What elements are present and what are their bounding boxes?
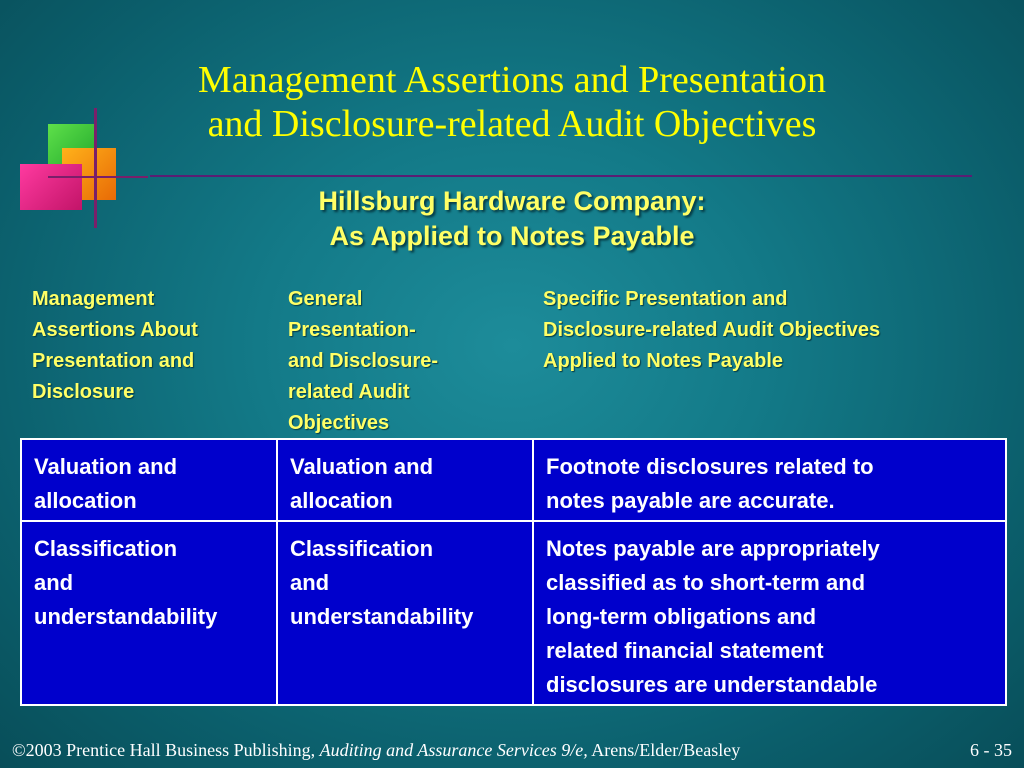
column-header-line: and Disclosure-	[288, 350, 439, 372]
column-header-line: Specific Presentation and	[543, 288, 788, 310]
table-cell-assertion	[21, 521, 277, 705]
cell-line: Footnote disclosures related to	[546, 454, 874, 479]
column-header-line: Assertions About	[32, 319, 198, 341]
column-header-general-objectives	[288, 284, 438, 439]
title-line-1: Management Assertions and Presentation	[198, 59, 826, 101]
cell-line: classified as to short-term and	[546, 570, 866, 595]
column-header-line: Presentation-	[288, 319, 416, 341]
cell-line: allocation	[34, 488, 137, 513]
footer-authors: Arens/Elder/Beasley	[587, 740, 741, 760]
footer-book-title: Auditing and Assurance Services 9/e,	[319, 740, 588, 760]
slide-title	[100, 58, 924, 146]
table-cell-general	[277, 439, 533, 521]
slide-subtitle	[180, 184, 844, 254]
cell-line: Valuation and	[290, 454, 434, 479]
column-header-line: Management	[32, 288, 155, 310]
table-cell-specific	[533, 439, 1006, 521]
table-cell-specific	[533, 521, 1006, 705]
cell-line: and	[34, 570, 74, 595]
title-divider	[150, 175, 972, 177]
logo-horizontal-line	[48, 176, 148, 178]
column-header-line: Presentation and	[32, 350, 195, 372]
column-header-line: Disclosure-related Audit Objectives	[543, 319, 881, 341]
column-header-line: Disclosure	[32, 381, 135, 403]
column-header-line: Applied to Notes Payable	[543, 350, 784, 372]
cell-line: allocation	[290, 488, 393, 513]
pink-square-icon	[20, 164, 82, 210]
cell-line: and	[290, 570, 330, 595]
cell-line: disclosures are understandable	[546, 672, 878, 697]
footer-copyright: ©2003 Prentice Hall Business Publishing,	[12, 740, 320, 760]
cell-line: understandability	[290, 604, 474, 629]
cell-line: long-term obligations and	[546, 604, 817, 629]
cell-line: Notes payable are appropriately	[546, 536, 880, 561]
table-cell-assertion	[21, 439, 277, 521]
cell-line: notes payable are accurate.	[546, 488, 835, 513]
column-header-line: General	[288, 288, 363, 310]
table-row	[21, 439, 1006, 521]
slide-footer	[0, 736, 1024, 766]
table-cell-general	[277, 521, 533, 705]
column-header-line: related Audit	[288, 381, 410, 403]
column-header-specific-objectives	[543, 284, 880, 377]
column-header-assertions	[32, 284, 198, 408]
footer-citation	[12, 736, 740, 764]
page-number: 6 - 35	[970, 740, 1012, 760]
subtitle-line-1: Hillsburg Hardware Company:	[318, 186, 706, 216]
cell-line: Classification	[290, 536, 434, 561]
logo-vertical-line	[94, 108, 97, 228]
subtitle-line-2: As Applied to Notes Payable	[329, 221, 695, 251]
cell-line: Classification	[34, 536, 178, 561]
cell-line: related financial statement	[546, 638, 824, 663]
table-row	[21, 521, 1006, 705]
cell-line: understandability	[34, 604, 218, 629]
cell-line: Valuation and	[34, 454, 178, 479]
column-header-line: Objectives	[288, 412, 390, 434]
title-line-2: and Disclosure-related Audit Objectives	[207, 103, 817, 145]
objectives-table	[20, 438, 1007, 706]
